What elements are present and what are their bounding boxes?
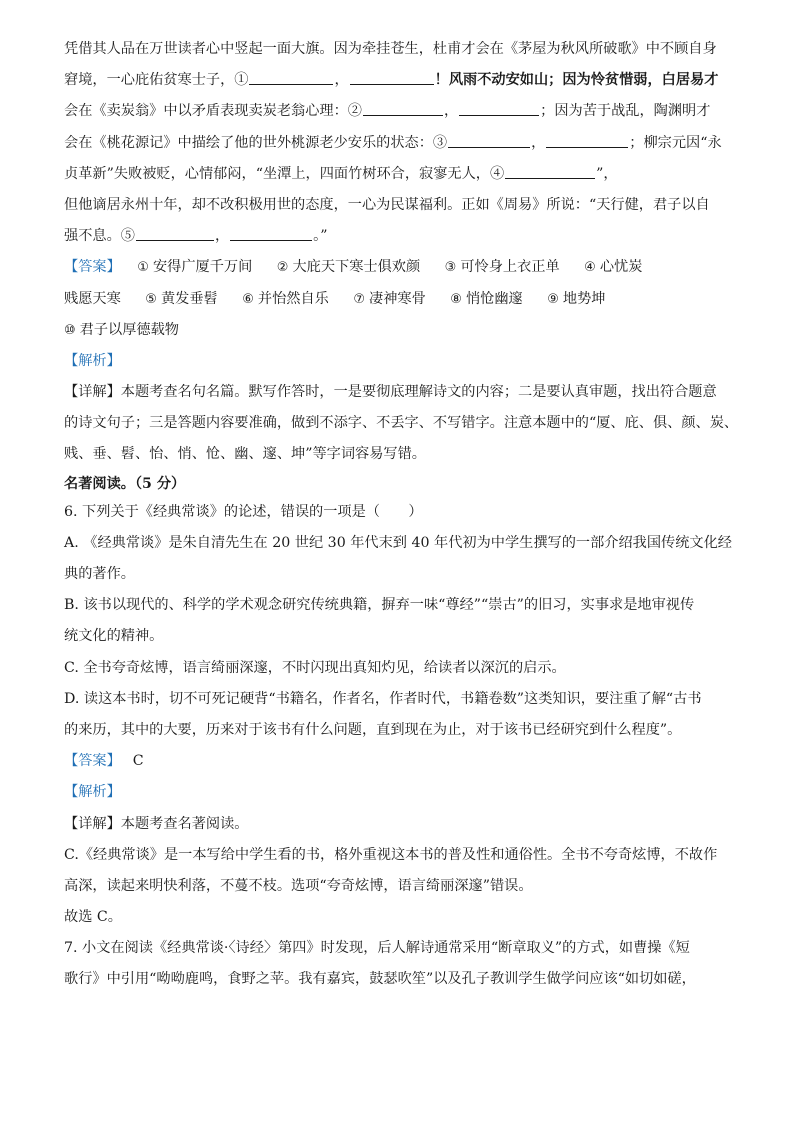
passage-line-3 xyxy=(64,96,732,127)
passage-text: 贞革新”失败被贬，心情郁闷，“坐潭上，四面竹树环合，寂寥无人，④ xyxy=(64,165,505,182)
answer-number: ④ xyxy=(584,260,596,276)
detail-tag: 【详解】 xyxy=(64,384,121,401)
answer-text: 地势坤 xyxy=(562,290,606,307)
passage-text: ， xyxy=(531,134,546,151)
detail-line-2 xyxy=(64,408,739,439)
answer-line-1 xyxy=(64,252,732,283)
answer-item xyxy=(547,284,605,315)
answer-item xyxy=(277,252,420,283)
passage-text: 凭借其人品在万世读者心中竖起一面大旗。因为牵挂苍生，杜甫才会在《茅屋为秋风所破歌》中不顾自身 xyxy=(64,41,717,57)
answer-line-2 xyxy=(64,284,732,315)
option-d-cont: 的来历，其中的大要，历来对于该书有什么问题，直到现在为止，对于该书已经研究到什么程度”。 xyxy=(64,721,682,738)
answer-text: 大庇天下寒士俱欢颜 xyxy=(292,259,421,276)
answer-line-3 xyxy=(64,315,732,346)
answer-value: C xyxy=(132,753,144,770)
answer-text: 贱愿天寒 xyxy=(64,290,121,307)
answer-number: ⑤ xyxy=(145,291,157,307)
document-page xyxy=(64,34,739,996)
answer-text: 黄发垂髫 xyxy=(160,290,218,307)
answer-number: ⑨ xyxy=(547,291,559,307)
analysis-tag: 【解析】 xyxy=(64,784,121,801)
answer-item xyxy=(450,284,522,315)
q6-conclusion: 故选 C。 xyxy=(64,909,122,926)
passage-text: ， xyxy=(443,103,459,120)
fill-blank[interactable] xyxy=(350,70,434,85)
q6-explanation-1: C.《经典常谈》是一本写给中学生看的书，格外重视这本书的普及性和通俗性。全书不夸奇炫博，不故作 xyxy=(64,846,718,863)
answer-tag: 【答案】 xyxy=(64,259,121,276)
detail-text: 的诗文句子；三是答题内容要准确，做到不添字、不丢字、不写错字。注意本题中的“厦、庇、俱、颜、炭、 xyxy=(64,415,739,432)
passage-line-7 xyxy=(64,221,732,252)
passage-text: ；因为苦于战乱，陶渊明才 xyxy=(540,103,711,120)
option-a-cont: 典的著作。 xyxy=(64,566,135,582)
passage-text: ， xyxy=(214,228,230,245)
detail-text: 贱、垂、髫、怡、悄、怆、幽、邃、坤”等字词容易写错。 xyxy=(64,446,426,463)
answer-text: 并怡然自乐 xyxy=(257,290,329,307)
fill-blank[interactable] xyxy=(448,133,530,148)
passage-text: 但他谪居永州十年，却不改积极用世的态度，一心为民谋福利。正如《周易》所说：“天行健，君子以自 xyxy=(64,196,710,213)
analysis-line xyxy=(64,346,732,377)
passage-text: 窘境，一心庇佑贫寒士子，① xyxy=(64,72,249,89)
detail-line-1 xyxy=(64,377,732,408)
answer-number: ⑧ xyxy=(450,291,462,307)
passage-text: 会在《桃花源记》中描绘了他的世外桃源老少安乐的状态：③ xyxy=(64,134,448,151)
answer-text: 安得广厦千万间 xyxy=(152,259,253,276)
answer-number: ⑥ xyxy=(242,291,254,307)
answer-number: ⑦ xyxy=(353,291,365,307)
answer-number: ① xyxy=(137,260,149,276)
q6-detail-line xyxy=(64,809,732,840)
option-a[interactable]: A. 《经典常谈》是朱自清先生在 20 世纪 30 年代末到 40 年代初为中学生撰写的一部介绍我国传统文化经 xyxy=(64,534,732,551)
answer-text: 君子以厚德载物 xyxy=(79,321,179,338)
fill-blank[interactable] xyxy=(136,226,214,241)
option-d[interactable]: D. 读这本书时，切不可死记硬背“书籍名，作者名，作者时代，书籍卷数”这类知识，要注重了解“古书 xyxy=(64,690,702,707)
answer-number: ② xyxy=(276,260,289,276)
passage-text: 。” xyxy=(313,228,328,245)
answer-item xyxy=(353,284,425,315)
passage-line-6 xyxy=(64,190,732,221)
answer-item xyxy=(145,284,217,315)
fill-blank[interactable] xyxy=(230,226,312,241)
fill-blank[interactable] xyxy=(249,70,333,85)
answer-tag: 【答案】 xyxy=(64,753,121,770)
answer-item xyxy=(137,252,252,283)
passage-line-5 xyxy=(64,159,732,190)
option-b-cont: 统文化的精神。 xyxy=(64,628,164,645)
answer-text: 凄神寒骨 xyxy=(369,290,426,307)
detail-text: 本题考查名著阅读。 xyxy=(120,815,249,832)
passage-line-2 xyxy=(64,65,732,96)
fill-blank[interactable] xyxy=(363,101,443,116)
answer-item xyxy=(584,252,642,283)
option-b[interactable]: B. 该书以现代的、科学的学术观念研究传统典籍，摒弃一味“尊经”“崇古”的旧习，实事求是地审视传 xyxy=(64,597,695,614)
passage-text: ”， xyxy=(596,165,618,182)
passage-text: 强不息。⑤ xyxy=(64,228,135,245)
question-6-stem: 6. 下列关于《经典常谈》的论述，错误的一项是（ ） xyxy=(64,503,423,520)
detail-tag: 【详解】 xyxy=(64,815,121,832)
answer-item xyxy=(64,315,179,346)
question-7-line-1: 7. 小文在阅读《经典常谈·〈诗经〉第四》时发现，后人解诗通常采用“断章取义”的方式，如曹操《短 xyxy=(64,940,690,957)
section-heading: 名著阅读。（5 分） xyxy=(64,475,186,492)
detail-text: 本题考查名句名篇。默写作答时，一是要彻底理解诗文的内容；二是要认真审题，找出符合题意 xyxy=(120,384,717,401)
fill-blank[interactable] xyxy=(546,133,628,148)
passage-line-1 xyxy=(64,34,732,65)
passage-text: ；柳宗元因“永 xyxy=(629,134,722,151)
option-c[interactable]: C. 全书夸奇炫博，语言绮丽深邃，不时闪现出真知灼见，给读者以深沉的启示。 xyxy=(64,659,566,676)
analysis-tag: 【解析】 xyxy=(64,352,121,369)
q6-analysis-line xyxy=(64,777,732,808)
answer-item xyxy=(445,252,560,283)
question-7-line-2: 歌行》中引用“呦呦鹿鸣，食野之苹。我有嘉宾，鼓瑟吹笙”以及孔子教训学生做学问应该“如切如磋， xyxy=(64,971,696,988)
q6-explanation-2: 高深，读起来明快利落，不蔓不枝。选项“夸奇炫博，语言绮丽深邃”错误。 xyxy=(64,877,533,894)
answer-number: ③ xyxy=(444,260,457,276)
answer-number: ⑩ xyxy=(64,322,76,338)
answer-text: 悄怆幽邃 xyxy=(465,290,523,307)
fill-blank[interactable] xyxy=(459,101,539,116)
answer-text: 可怜身上衣正单 xyxy=(460,259,560,276)
passage-text: 会在《卖炭翁》中以矛盾表现卖炭老翁心理：② xyxy=(64,103,362,120)
detail-line-3 xyxy=(64,439,732,470)
answer-item xyxy=(242,284,329,315)
passage-text: ， xyxy=(334,72,349,89)
passage-text: ！风雨不动安如山；因为怜贫惜弱，白居易才 xyxy=(434,72,719,89)
fill-blank[interactable] xyxy=(505,164,595,179)
passage-line-4 xyxy=(64,128,732,159)
answer-text: 心忧炭 xyxy=(599,259,643,276)
q6-answer-line xyxy=(64,746,732,777)
